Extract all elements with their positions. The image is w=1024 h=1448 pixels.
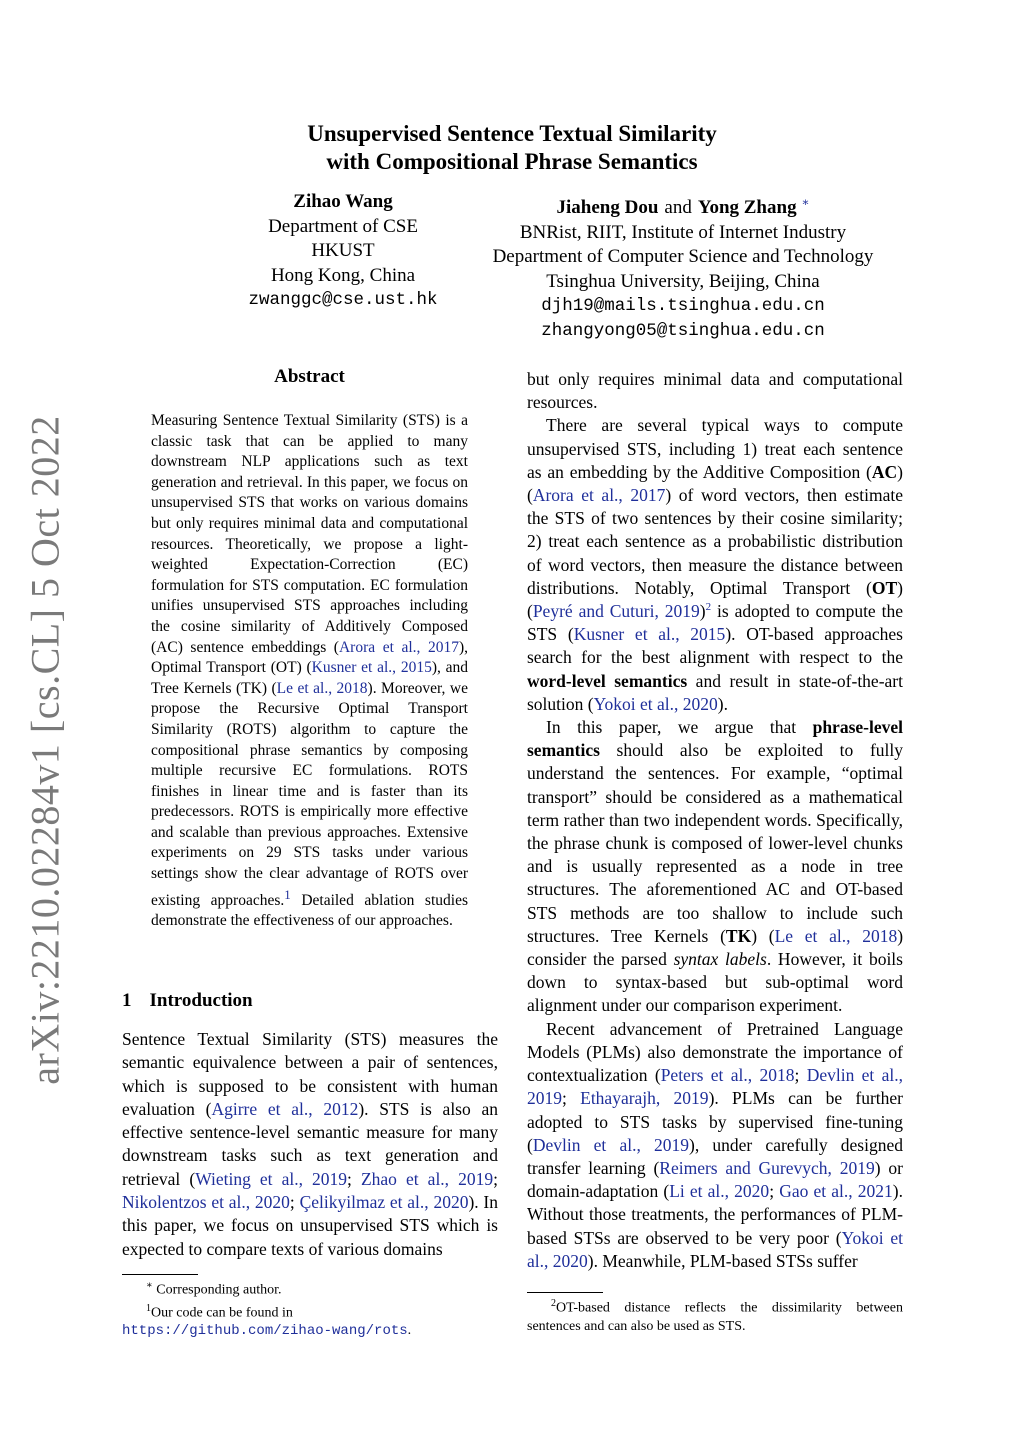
abbrev-ot: OT [871, 577, 898, 598]
footnote-marker[interactable]: 1 [284, 886, 291, 902]
citation-separator: ; [493, 1168, 498, 1189]
emphasis-phrase-level: phrase-level semantics [527, 717, 903, 761]
citation-link[interactable]: Kusner et al., 2015 [573, 624, 726, 645]
citation-link[interactable]: Kusner et al., 2015 [311, 659, 432, 677]
paragraph [527, 716, 903, 1018]
citation-link[interactable]: Yokoi et al., 2020 [527, 1227, 903, 1271]
footnote-text: Corresponding author. [152, 1282, 282, 1298]
citation-link[interactable]: Çelikyilmaz et al., 2020 [299, 1192, 469, 1213]
section-title: Introduction [149, 990, 253, 1011]
footnote-marker[interactable]: 2 [705, 601, 712, 614]
citation-link[interactable]: Ethayarajh, 2019 [580, 1088, 709, 1109]
title-line-1: Unsupervised Sentence Textual Similarity [307, 121, 717, 146]
body-text: There are several typical ways to compute unsupervised STS, including 1) treat each sentence as an embedding by the Additive Composition ( [527, 415, 903, 482]
body-text: Sentence Textual Similarity (STS) measures the semantic equivalence between a pair of sentences, which is supposed to be consistent with human evaluation ( [122, 1029, 498, 1119]
body-text: ). STS is also an effective sentence-level semantic measure for many downstream tasks such as text generation and retrieval ( [122, 1098, 498, 1189]
citation-link[interactable]: Agirre et al., 2012 [211, 1098, 359, 1119]
body-text: is adopted to compute the STS ( [527, 601, 903, 645]
author-email-zhang: zhangyong05@tsinghua.edu.cn [541, 320, 825, 341]
section-number: 1 [122, 990, 132, 1011]
paragraph [527, 368, 903, 414]
section-heading-introduction [122, 990, 253, 1012]
author-email-dou: djh19@mails.tsinghua.edu.cn [541, 296, 825, 316]
citation-link[interactable]: Le et al., 2018 [774, 925, 898, 946]
paragraph [527, 414, 903, 716]
citation-separator: ; [289, 1192, 300, 1213]
footnote-text: OT-based distance reflects the dissimilarity between sentences and can also be used as STS. [527, 1300, 903, 1334]
body-text: ). PLMs can be further adopted to STS tasks by supervised fine-tuning ( [527, 1088, 903, 1155]
right-column-body [527, 368, 903, 1273]
footnote-number: 1 [146, 1302, 151, 1314]
footnote-corresponding [122, 1277, 498, 1300]
citation-link[interactable]: Le et al., 2018 [276, 679, 368, 697]
author-name-zhang: Yong Zhang [697, 197, 797, 218]
citation-link[interactable]: Peters et al., 2018 [660, 1065, 795, 1086]
body-text: Recent advancement of Pretrained Language Models (PLMs) also demonstrate the importance of contextualization ( [527, 1018, 903, 1086]
body-text: ). Meanwhile, PLM-based STSs suffer [587, 1250, 858, 1271]
footnote-number: 2 [551, 1298, 556, 1309]
affiliation-line-3: Tsinghua University, Beijing, China [546, 270, 820, 292]
citation-link[interactable]: Reimers and Gurevych, 2019 [659, 1157, 875, 1178]
author-name-dou: Jiaheng Dou [556, 197, 659, 218]
abstract-text: Measuring Sentence Textual Similarity (STS) is a classic task that can be applied to many downstream NLP applications such as text generation and retrieval. In this paper, we focus on unsupervised STS that works on various domains but only requires minimal data and computational resources. Theoretically, we propose a light-weighted Expectation-Correction (EC) formulation for STS computation. EC formulation unifies unsupervised STS approaches including the cosine similarity of Additively Composed (AC) sentence embeddings ( [151, 412, 468, 656]
affiliation-line-2: Department of Computer Science and Technology [492, 246, 874, 267]
footnote-ot-distance [527, 1295, 903, 1336]
citation-separator: ; [794, 1065, 807, 1086]
author-name: Zihao Wang [293, 191, 393, 212]
body-text: ). Without those treatments, the performances of PLM-based STSs are observed to be very poor ( [527, 1181, 903, 1248]
body-text: ) ( [751, 925, 775, 946]
body-text: ) [699, 601, 706, 622]
citation-link[interactable]: Yokoi et al., 2020 [593, 693, 718, 714]
body-text: ). In this paper, we focus on unsupervised STS which is expected to compare texts of various domains [122, 1192, 499, 1259]
footnote-divider-left [122, 1274, 198, 1275]
footnote-divider-right [527, 1292, 603, 1293]
author-block-left [213, 190, 473, 313]
emphasis-word-level: word-level semantics [527, 670, 688, 691]
abstract-text: ), and Tree Kernels (TK) ( [151, 659, 469, 697]
body-text: ) or domain-adaptation ( [527, 1157, 904, 1202]
author-location: Hong Kong, China [270, 264, 416, 286]
author-and: and [664, 197, 692, 218]
body-text: ). [717, 693, 728, 714]
citation-link[interactable]: Arora et al., 2017 [338, 638, 459, 656]
abbrev-tk: TK [725, 925, 752, 946]
citation-link[interactable]: Devlin et al., 2019 [532, 1134, 690, 1155]
body-text: ) ( [527, 461, 903, 506]
citation-link[interactable]: Arora et al., 2017 [532, 485, 666, 506]
abstract-text: ), Optimal Transport (OT) ( [151, 638, 468, 677]
citation-link[interactable]: Wieting et al., 2019 [195, 1168, 348, 1189]
arxiv-identifier-stamp [0, 415, 90, 1085]
corresponding-author-mark[interactable]: ∗ [801, 195, 810, 209]
footnote-code [122, 1300, 498, 1341]
citation-separator: ; [769, 1181, 780, 1202]
paragraph [122, 1028, 498, 1261]
body-text: ) of word vectors, then estimate the STS of two sentences by their cosine similarity; 2) treat each sentence as a probabilistic distribution of word vectors, then measure the distance between distributions. Notably, Optimal Transport ( [527, 485, 903, 598]
introduction-body [122, 1028, 498, 1261]
author-institution: HKUST [311, 240, 375, 261]
author-names [460, 190, 906, 221]
abstract-text: ). Moreover, we propose the Recursive Optimal Transport Similarity (ROTS) algorithm to capture the compositional phrase semantics by composing multiple recursive EC formulations. ROTS finishes in linear time and is faster than its predecessors. ROTS is empirically more effective and scalable than previous approaches. Extensive experiments on 29 STS tasks under various settings show the clear advantage of ROTS over existing approaches. [151, 679, 468, 909]
author-department: Department of CSE [268, 215, 418, 237]
affiliation-line-1: BNRist, RIIT, Institute of Internet Industry [519, 221, 847, 243]
footnotes-left [122, 1277, 498, 1340]
footnote-text: Our code can be found in [151, 1305, 293, 1321]
body-text: . However, it boils down to syntax-based but sub-optimal word alignment under our comparison experiment. [527, 949, 903, 1016]
body-text: ). OT-based approaches search for the best alignment with respect to the [527, 624, 903, 668]
paragraph [527, 1018, 903, 1273]
arxiv-stamp-text: arXiv:2210.02284v1 [cs.CL] 5 Oct 2022 [22, 415, 68, 1085]
citation-link[interactable]: Gao et al., 2021 [779, 1181, 893, 1202]
body-text: ) ( [527, 577, 903, 622]
abstract-text: Detailed ablation studies demonstrate the effectiveness of our approaches. [151, 891, 468, 930]
body-text: but only requires minimal data and computational resources. [527, 369, 903, 413]
citation-link[interactable]: Nikolentzos et al., 2020 [122, 1192, 290, 1213]
abstract-body [151, 411, 468, 932]
citation-separator: ; [562, 1088, 581, 1109]
footnote-text: . [407, 1323, 412, 1339]
citation-link[interactable]: Zhao et al., 2019 [360, 1168, 494, 1189]
citation-separator: ; [347, 1168, 361, 1189]
body-text: In this paper, we argue that [546, 717, 813, 738]
body-text: ), under carefully designed transfer learning ( [527, 1134, 903, 1178]
author-block-right [460, 190, 906, 343]
code-repository-link[interactable]: https://github.com/zihao-wang/rots [122, 1323, 408, 1340]
abbrev-ac: AC [871, 461, 898, 482]
citation-link[interactable]: Devlin et al., 2019 [527, 1065, 903, 1109]
paper-title [0, 120, 1024, 176]
footnote-star: ∗ [146, 1280, 153, 1291]
author-email: zwanggc@cse.ust.hk [248, 290, 438, 310]
citation-link[interactable]: Peyré and Cuturi, 2019 [532, 601, 700, 622]
emphasis-syntax-labels: syntax labels [673, 949, 767, 970]
body-text: should also be exploited to fully understand the sentences. For example, “optimal transport” should be considered as a mathematical term rather than two independent words. Specifically, the phrase chunk is composed of lower-level chunks and is usually represented as a node in tree structures. The aforementioned AC and OT-based STS methods are too shallow to include such structures. Tree Kernels ( [527, 740, 903, 946]
title-line-2: with Compositional Phrase Semantics [326, 149, 698, 174]
body-text: and result in state-of-the-art solution ( [527, 670, 903, 714]
body-text: ) consider the parsed [527, 925, 904, 970]
abstract-heading: Abstract [274, 366, 345, 387]
citation-link[interactable]: Li et al., 2020 [669, 1181, 770, 1202]
